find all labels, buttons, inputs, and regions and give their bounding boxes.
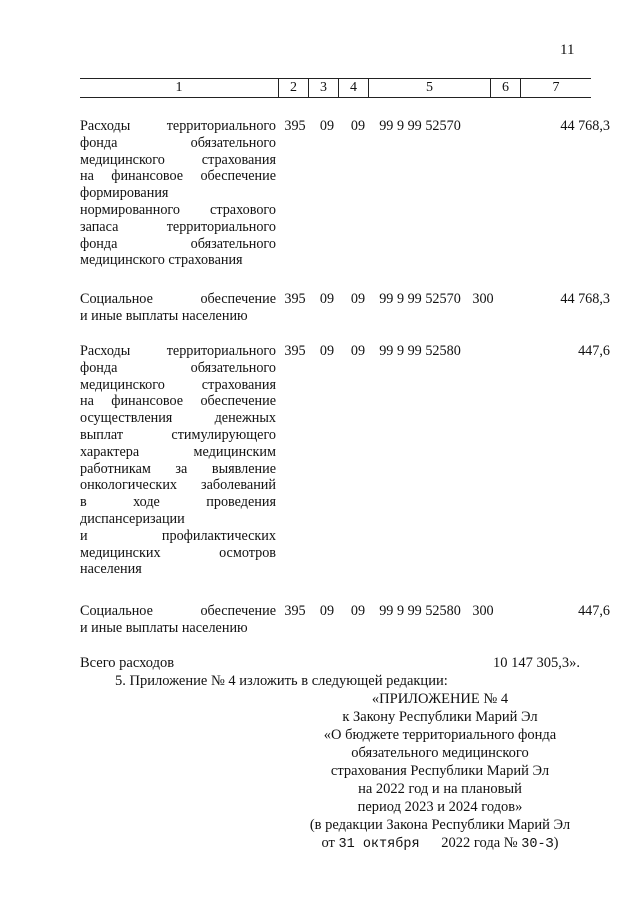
- row-name: [80, 343, 276, 578]
- name-line: медицинского страхования: [80, 376, 276, 393]
- name-line: на финансовое обеспечение: [80, 393, 276, 410]
- name-line: диспансеризации: [80, 510, 185, 527]
- name-line: формирования: [80, 185, 169, 202]
- name-line: работникам за выявление: [80, 460, 276, 477]
- header-col-7: 7: [521, 79, 592, 98]
- page-number: 11: [560, 42, 575, 58]
- header-col-5: 5: [369, 79, 491, 98]
- name-line: медицинских осмотров: [80, 544, 276, 561]
- header-col-3: 3: [309, 79, 339, 98]
- name-line: Расходы территориального: [80, 343, 276, 359]
- law-date-line: [300, 834, 580, 854]
- target-article-code: 99 9 99 52580: [379, 343, 461, 359]
- section-code: 09: [319, 291, 335, 307]
- appendix-line: период 2023 и 2024 годов»: [357, 799, 523, 815]
- amount: 44 768,3: [560, 291, 610, 307]
- appendix-line: «О бюджете территориального фонда: [323, 727, 557, 743]
- admin-code: 395: [284, 291, 306, 307]
- name-line: и профилактических: [80, 527, 276, 544]
- subsection-code: 09: [350, 343, 366, 359]
- name-line: онкологических заболеваний: [80, 477, 276, 494]
- total-value: 10 147 305,3».: [493, 655, 580, 671]
- law-number: 30-З: [521, 837, 554, 852]
- name-line: фонда обязательного: [80, 359, 276, 376]
- name-line: медицинского страхования: [80, 252, 243, 269]
- appendix-heading: [300, 690, 580, 854]
- name-line: на финансовое обеспечение: [80, 168, 276, 185]
- name-line: населения: [80, 561, 142, 578]
- target-article-code: 99 9 99 52570: [379, 291, 461, 307]
- amount: 44 768,3: [560, 118, 610, 134]
- table-header: [80, 78, 591, 98]
- header-col-6: 6: [491, 79, 521, 98]
- appendix-line: обязательного медицинского: [351, 745, 529, 761]
- admin-code: 395: [284, 118, 306, 134]
- section-code: 09: [319, 343, 335, 359]
- appendix-line: на 2022 год и на плановый: [358, 781, 522, 797]
- name-line: выплат стимулирующего: [80, 426, 276, 443]
- appendix-line: к Закону Республики Марий Эл: [342, 709, 538, 725]
- amendment-paragraph: 5. Приложение № 4 изложить в следующей редакции:: [115, 673, 448, 689]
- row-name: [80, 291, 276, 325]
- subsection-code: 09: [350, 291, 366, 307]
- row-name: [80, 118, 276, 269]
- name-line: Социальное обеспечение: [80, 603, 276, 619]
- header-col-1: 1: [80, 79, 279, 98]
- closing-paren: ): [553, 835, 559, 851]
- appendix-line: страхования Республики Марий Эл: [330, 763, 550, 779]
- expense-type-code: 300: [472, 291, 494, 307]
- name-line: Социальное обеспечение: [80, 291, 276, 307]
- name-line: Расходы территориального: [80, 118, 276, 134]
- appendix-line: «ПРИЛОЖЕНИЕ № 4: [371, 691, 509, 707]
- header-col-2: 2: [279, 79, 309, 98]
- name-line: и иные выплаты населению: [80, 619, 248, 636]
- total-label: Всего расходов: [80, 655, 175, 671]
- name-line: медицинского страхования: [80, 151, 276, 168]
- date-prefix: от: [321, 835, 335, 851]
- section-code: 09: [319, 603, 335, 619]
- target-article-code: 99 9 99 52570: [379, 118, 461, 134]
- name-line: в ходе проведения: [80, 494, 276, 511]
- name-line: фонда обязательного: [80, 235, 276, 252]
- name-line: запаса территориального: [80, 218, 276, 235]
- section-code: 09: [319, 118, 335, 134]
- subsection-code: 09: [350, 118, 366, 134]
- amount: 447,6: [578, 343, 610, 359]
- target-article-code: 99 9 99 52580: [379, 603, 461, 619]
- law-date-year: 2022 года №: [441, 835, 518, 851]
- subsection-code: 09: [350, 603, 366, 619]
- expense-type-code: 300: [472, 603, 494, 619]
- admin-code: 395: [284, 343, 306, 359]
- name-line: нормированного страхового: [80, 201, 276, 218]
- appendix-line: (в редакции Закона Республики Марий Эл: [309, 817, 571, 833]
- row-name: [80, 603, 276, 637]
- header-col-4: 4: [339, 79, 369, 98]
- name-line: и иные выплаты населению: [80, 307, 248, 324]
- name-line: характера медицинским: [80, 443, 276, 460]
- amount: 447,6: [578, 603, 610, 619]
- name-line: осуществления денежных: [80, 410, 276, 427]
- law-date-day: 31 октября: [338, 837, 420, 852]
- name-line: фонда обязательного: [80, 134, 276, 151]
- admin-code: 395: [284, 603, 306, 619]
